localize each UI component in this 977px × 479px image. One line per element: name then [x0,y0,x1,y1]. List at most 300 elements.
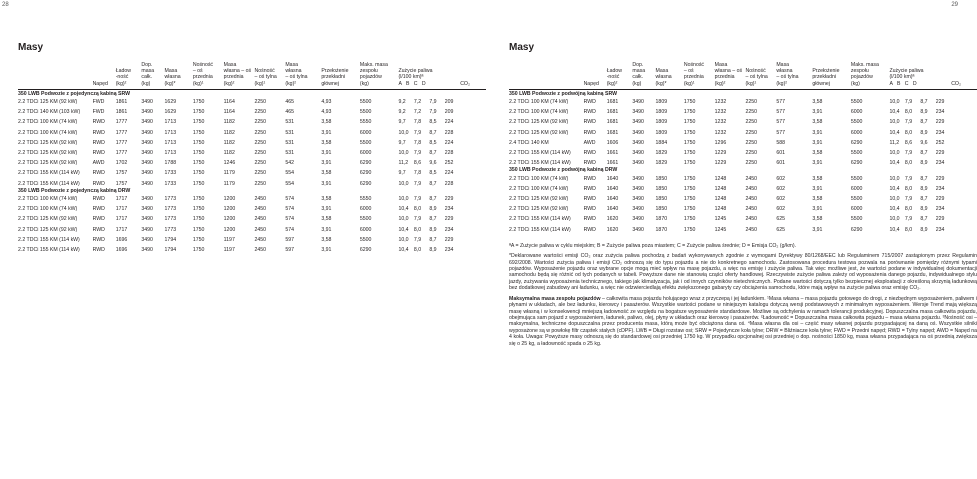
cell-D: 224 [444,139,454,146]
cell-A: 10,4 [889,109,900,116]
cell-gvm: 3490 [632,129,644,136]
cell-B: 7,8 [413,119,422,126]
cell-drive: RWD [583,109,596,116]
cell-ra_cap: 2450 [254,247,267,254]
cell-ra_kerb: 531 [285,129,295,136]
cell-D: 234 [935,206,945,213]
right-column [509,42,977,351]
cell-fa_kerb: 1179 [223,170,235,177]
cell-A: 10,0 [398,236,409,243]
cell-gcw: 5500 [850,175,863,182]
cell-drive: RWD [92,247,105,254]
cell-ratio: 3,91 [812,185,823,192]
cell-C: 8,7 [920,196,928,203]
cell-ra_cap: 2450 [254,226,267,233]
cell-payload: 1606 [606,139,619,146]
cell-A: 10,0 [889,99,900,106]
cell-payload: 1717 [115,196,128,203]
cell-kerb: 1773 [164,206,177,213]
cell-payload: 1620 [606,216,619,223]
cell-spacer [460,146,486,156]
cell-C: 8,7 [429,216,437,223]
cell-fa_cap: 1750 [192,206,205,213]
cell-payload: 1681 [606,99,619,106]
header-col-4: Nośność – oś przednia (kg)¹ [192,62,214,87]
cell-ra_kerb: 465 [285,109,295,116]
cell-B: 7,2 [413,99,422,106]
cell-ratio: 3,91 [321,129,332,136]
cell-ratio: 3,58 [321,139,332,146]
cell-gcw: 5500 [850,119,863,126]
cell-D: 224 [444,170,454,177]
cell-B: 7,9 [413,129,422,136]
cell-ra_kerb: 625 [776,216,786,223]
cell-gcw: 6290 [359,180,372,187]
cell-ra_kerb: 574 [285,226,295,233]
cell-B: 7,9 [904,150,913,157]
cell-fa_cap: 1750 [192,119,205,126]
cell-B: 8,0 [413,226,422,233]
cell-engine: 2.2 TDCi 125 KM (92 kW) [509,196,569,203]
cell-A: 10,0 [889,196,900,203]
cell-spacer [460,195,486,202]
cell-payload: 1640 [606,175,619,182]
cell-engine: 2.2 TDCi 155 KM (114 kW) [509,150,571,157]
cell-drive: RWD [92,236,105,243]
cell-ra_cap: 2450 [254,196,267,203]
left-mass-table [18,62,486,253]
right-section-title: Masy [509,42,535,53]
table-row [18,195,486,202]
header-col-0: Napęd [583,80,599,87]
cell-fa_cap: 1750 [192,139,205,146]
cell-ra_kerb: 601 [776,160,786,167]
cell-payload: 1717 [115,216,128,223]
cell-gvm: 3490 [141,216,153,223]
cell-fa_cap: 1750 [683,99,696,106]
header-col-10: Zużycie paliwa (l/100 km)ª A B C D [889,68,924,87]
cell-B: 7,9 [904,196,913,203]
cell-B: 7,9 [413,180,422,187]
cell-D: 234 [935,109,945,116]
cell-spacer [460,212,486,222]
cell-engine: 2.2 TDCi 140 KM (103 kW) [18,109,81,116]
cell-kerb: 1884 [655,139,668,146]
cell-A: 11,2 [398,160,409,167]
cell-fa_cap: 1750 [683,185,696,192]
cell-kerb: 1773 [164,226,177,233]
cell-fa_cap: 1750 [683,226,696,233]
cell-fa_kerb: 1179 [223,180,235,187]
cell-fa_cap: 1750 [192,129,205,136]
cell-spacer [460,223,486,233]
header-col-1: Ładow -ność (kg)² [115,68,131,87]
cell-A: 10,4 [889,226,900,233]
cell-payload: 1661 [606,150,619,157]
table-row [18,233,486,243]
cell-payload: 1777 [115,150,128,157]
cell-engine: 2.2 TDCi 125 KM (92 kW) [18,216,78,223]
cell-payload: 1777 [115,119,128,126]
cell-ratio: 3,91 [812,160,823,167]
table-row [18,156,486,166]
cell-A: 11,2 [889,139,900,146]
cell-D: 252 [444,160,454,167]
cell-engine: 2.2 TDCi 100 KM (74 kW) [18,196,78,203]
cell-fa_kerb: 1232 [714,119,727,126]
cell-spacer [951,175,977,182]
cell-ratio: 3,58 [812,216,823,223]
cell-drive: FWD [92,109,105,116]
cell-D: 209 [444,109,454,116]
cell-B: 8,6 [904,139,913,146]
group-label: 350 LWB Podwozie z podwójną kabiną DRW [509,167,618,174]
cell-ratio: 3,91 [812,139,823,146]
cell-fa_cap: 1750 [683,196,696,203]
cell-fa_kerb: 1229 [714,150,727,157]
table-row [18,202,486,212]
cell-drive: RWD [583,119,596,126]
cell-B: 7,8 [413,170,422,177]
cell-kerb: 1788 [164,160,177,167]
cell-kerb: 1870 [655,226,668,233]
cell-gvm: 3490 [141,247,153,254]
cell-fa_kerb: 1200 [223,196,236,203]
cell-ra_kerb: 602 [776,206,786,213]
cell-ratio: 3,58 [321,236,332,243]
cell-kerb: 1850 [655,206,668,213]
cell-ratio: 3,58 [812,175,823,182]
cell-fa_cap: 1750 [192,170,205,177]
cell-payload: 1681 [606,129,619,136]
cell-ratio: 4,93 [321,99,332,106]
cell-spacer [951,156,977,166]
cell-fa_cap: 1750 [192,226,205,233]
header-col-10: Zużycie paliwa (l/100 km)ª A B C D [398,68,433,87]
cell-C: 8,7 [920,99,928,106]
cell-C: 7,9 [429,99,437,106]
group-label: 350 LWB Podwozie z pojedynczą kabiną DRW [18,187,131,194]
cell-gvm: 3490 [632,109,644,116]
cell-gcw: 6290 [359,160,372,167]
cell-D: 229 [935,150,945,157]
cell-ratio: 3,91 [812,109,823,116]
cell-ratio: 3,91 [321,160,332,167]
cell-fa_cap: 1750 [192,236,205,243]
cell-payload: 1757 [115,180,128,187]
cell-ra_cap: 2450 [745,196,758,203]
cell-A: 10,4 [889,185,900,192]
cell-engine: 2.2 TDCi 125 KM (92 kW) [509,119,569,126]
cell-gvm: 3490 [632,119,644,126]
footnotes [509,243,977,347]
cell-A: 10,0 [398,129,409,136]
cell-payload: 1640 [606,206,619,213]
table-row [509,202,977,212]
cell-gcw: 6000 [359,226,372,233]
table-row [18,146,486,156]
cell-D: 234 [935,226,945,233]
cell-engine: 2.2 TDCi 155 KM (114 kW) [18,180,80,187]
cell-engine: 2.2 TDCi 155 KM (114 kW) [18,236,80,243]
cell-drive: RWD [92,226,105,233]
cell-spacer [951,223,977,233]
cell-C: 8,9 [920,160,928,167]
cell-kerb: 1870 [655,216,668,223]
cell-ra_kerb: 531 [285,119,295,126]
cell-fa_kerb: 1296 [714,139,727,146]
cell-gcw: 5550 [359,119,372,126]
cell-drive: RWD [92,216,105,223]
cell-kerb: 1829 [655,160,668,167]
cell-ratio: 3,91 [321,150,332,157]
cell-B: 7,9 [413,150,422,157]
cell-drive: RWD [583,216,596,223]
cell-drive: RWD [583,129,596,136]
cell-A: 10,4 [889,206,900,213]
cell-B: 7,9 [904,216,913,223]
cell-fa_cap: 1750 [683,216,696,223]
table-row [509,115,977,125]
cell-engine: 2.2 TDCi 155 KM (114 kW) [18,170,80,177]
cell-gcw: 6290 [850,139,863,146]
cell-fa_kerb: 1245 [714,216,727,223]
mass-definitions-text: – całkowita masa pojazdu holującego wraz z przyczepą i jej ładunkiem. ¹Masa własna – masa pojazdu gotowego do drogi, z niezbędnym wyposażeniem, paliwem i płynami w układach, ale bez ładunku, kierowcy i pasażerów. Wszystkie wartości podane w niniejszym katalogu dotyczą wersji podstawowych z minimalnym wyposażeniem. Wersje Trend mają większą masę własną i w konsekwencji mniejszą ładowność ze względu na bogatsze wyposażenie standardowe. Możliwe są odchylenia w ramach tolerancji produkcyjnej. Dopuszczalna masa całkowita pojazdu, obejmująca sam pojazd z wyposażeniem, ładunek, paliwo, olej, płyny w układach oraz kierowcę i pasażerów. ²Ładowność = Dopuszczalna masa całkowita pojazdu – masa własna pojazdu. ³Nośność osi – maksymalna, techniczne dopuszczalna przez producenta masa, którą może być obciążona dana oś. ⁴Masa własna dla osi – część masy własnej pojazdu przypadającej na daną oś. Wszystkie silniki wyposażone są w powłokę filtr cząstek stałych (cDPF). LWB = Długi rozstaw osi; SRW = Pojedyncze koła tylne; DRW = Bliźniacze koła tylne; FWD = Przedni napęd; RWD = Tylny napęd; AWD = Napęd na 4 koła. Uwaga: Powyższe masy odnoszą się do standardowej osi przedniej 1750 kg. W przypadku opcjonalnej osi przedniej o dop. nośności 1850 kg, masa własna przypadająca na oś przednią zwiększa się o 25 kg, a ładowność spada o 25 kg. [509,295,977,347]
cell-ratio: 3,91 [812,226,823,233]
header-col-3: Masa własna (kg)* [164,68,181,87]
cell-A: 10,0 [398,180,409,187]
cell-spacer [460,233,486,243]
cell-fa_kerb: 1200 [223,206,236,213]
cell-gvm: 3490 [141,150,153,157]
cell-gvm: 3490 [632,175,644,182]
header-col-0: Napęd [92,80,108,87]
cell-engine: 2.2 TDCi 155 KM (114 kW) [18,247,80,254]
cell-D: 229 [935,119,945,126]
cell-B: 8,0 [413,206,422,213]
cell-drive: RWD [583,160,596,167]
header-col-5: Masa własna – oś przednia (kg)² [223,62,252,87]
cell-payload: 1640 [606,185,619,192]
cell-A: 10,4 [398,247,409,254]
cell-gcw: 6000 [850,206,863,213]
cell-ra_kerb: 542 [285,160,295,167]
header-col-7: Masa własna – oś tylna (kg)² [285,62,308,87]
cell-C: 8,5 [429,119,437,126]
cell-spacer [460,126,486,136]
cell-D: 252 [935,139,945,146]
cell-spacer [951,126,977,136]
cell-ra_cap: 2250 [745,160,758,167]
cell-D: 229 [444,196,454,203]
cell-ra_cap: 2250 [745,99,758,106]
table-row [509,212,977,222]
cell-kerb: 1773 [164,216,177,223]
cell-D: 229 [935,99,945,106]
cell-spacer [951,136,977,146]
cell-payload: 1640 [606,196,619,203]
header-col-9: Maks. masa zespołu pojazdów (kg) [850,62,879,87]
cell-B: 8,0 [904,109,913,116]
cell-fa_cap: 1750 [683,206,696,213]
cell-fa_kerb: 1248 [714,196,727,203]
cell-fa_cap: 1750 [683,109,696,116]
cell-fa_kerb: 1200 [223,226,236,233]
table-row [18,98,486,105]
cell-ratio: 3,91 [321,206,332,213]
cell-ra_cap: 2250 [254,119,267,126]
cell-drive: RWD [583,185,596,192]
cell-fa_kerb: 1182 [223,139,235,146]
cell-B: 7,9 [413,196,422,203]
cell-C: 8,9 [920,226,928,233]
cell-engine: 2.2 TDCi 125 KM (92 kW) [18,99,78,106]
header-col-9: Maks. masa zespołu pojazdów (kg) [359,62,388,87]
cell-kerb: 1850 [655,196,668,203]
left-section-title: Masy [18,42,44,53]
cell-engine: 2.2 TDCi 125 KM (92 kW) [18,226,78,233]
cell-kerb: 1629 [164,109,177,116]
cell-payload: 1777 [115,139,128,146]
cell-ra_cap: 2250 [254,109,267,116]
cell-fa_cap: 1750 [192,150,205,157]
cell-B: 8,0 [904,226,913,233]
cell-C: 8,9 [429,226,437,233]
cell-C: 8,7 [920,175,928,182]
cell-A: 10,0 [889,150,900,157]
cell-payload: 1717 [115,206,128,213]
cell-fa_cap: 1750 [192,160,205,167]
cell-ratio: 3,91 [812,206,823,213]
table-row [18,105,486,115]
cell-engine: 2.2 TDCi 100 KM (74 kW) [509,99,569,106]
cell-ra_kerb: 588 [776,139,786,146]
table-row [509,146,977,156]
cell-drive: AWD [583,139,596,146]
cell-ra_kerb: 465 [285,99,295,106]
header-col-8: Przełożenie przekładni głównej [321,68,349,87]
cell-D: 234 [935,129,945,136]
table-row [18,115,486,125]
table-row [509,223,977,233]
cell-engine: 2.2 TDCi 100 KM (74 kW) [18,206,78,213]
table-row [509,105,977,115]
cell-ratio: 3,58 [321,170,332,177]
cell-payload: 1861 [115,109,128,116]
mass-definitions-note [509,296,977,347]
cell-A: 10,0 [889,119,900,126]
cell-fa_kerb: 1232 [714,99,727,106]
cell-kerb: 1809 [655,99,668,106]
cell-ra_cap: 2250 [745,139,758,146]
cell-drive: RWD [583,226,596,233]
cell-gcw: 6290 [359,170,372,177]
table-row [509,182,977,192]
cell-engine: 2.2 TDCi 100 KM (74 kW) [509,185,569,192]
cell-C: 9,6 [429,160,437,167]
legend-note: ªA = Zużycie paliwa w cyklu miejskim; B = Zużycie paliwa poza miastem; C = Zużycie paliwa średnie; D = Emisja CO₂ (g/km). [509,242,797,249]
cell-ra_cap: 2250 [745,109,758,116]
cell-fa_cap: 1750 [192,196,205,203]
cell-C: 8,7 [920,216,928,223]
cell-gcw: 5500 [850,196,863,203]
cell-payload: 1757 [115,170,128,177]
cell-B: 8,6 [413,160,422,167]
cell-gvm: 3490 [141,160,153,167]
cell-drive: RWD [583,206,596,213]
cell-spacer [460,115,486,125]
cell-drive: FWD [92,99,105,106]
cell-gvm: 3490 [141,180,153,187]
cell-fa_kerb: 1246 [223,160,236,167]
cell-A: 9,2 [398,99,406,106]
cell-D: 234 [935,185,945,192]
cell-kerb: 1850 [655,175,668,182]
cell-fa_kerb: 1245 [714,226,727,233]
cell-A: 10,4 [889,129,900,136]
cell-gcw: 6000 [850,185,863,192]
cell-spacer [951,105,977,115]
header-engine [509,62,584,89]
cell-fa_kerb: 1200 [223,216,236,223]
table-row [18,212,486,222]
cell-drive: RWD [92,119,105,126]
cell-D: 224 [444,119,454,126]
cell-ra_cap: 2250 [254,129,267,136]
cell-fa_cap: 1750 [192,247,205,254]
cell-fa_cap: 1750 [683,175,696,182]
cell-C: 8,9 [920,206,928,213]
cell-D: 228 [444,150,454,157]
header-col-4: Nośność – oś przednia (kg)¹ [683,62,705,87]
cell-gcw: 5500 [359,236,372,243]
cell-ratio: 3,58 [812,150,823,157]
cell-C: 9,6 [920,139,928,146]
cell-ra_kerb: 597 [285,236,295,243]
cell-spacer [951,115,977,125]
right-mass-table [509,62,977,233]
cell-gcw: 6000 [359,129,372,136]
cell-engine: 2.2 TDCi 125 KM (92 kW) [509,206,569,213]
cell-payload: 1696 [115,236,128,243]
cell-ra_kerb: 602 [776,175,786,182]
cell-payload: 1696 [115,247,128,254]
group-label: 350 LWB Podwozie z podwójną kabiną SRW [509,90,617,97]
header-col-5: Masa własna – oś przednia (kg)² [714,62,743,87]
cell-D: 234 [444,206,454,213]
cell-ra_cap: 2450 [745,185,758,192]
cell-kerb: 1733 [164,180,177,187]
cell-ra_cap: 2250 [745,119,758,126]
cell-D: 234 [935,160,945,167]
cell-fa_cap: 1750 [683,160,696,167]
cell-D: 229 [935,196,945,203]
cell-ra_kerb: 601 [776,150,786,157]
cell-A: 9,7 [398,170,406,177]
cell-gcw: 5500 [359,99,372,106]
cell-B: 7,9 [904,119,913,126]
cell-ra_cap: 2450 [745,206,758,213]
cell-gvm: 3490 [141,226,153,233]
cell-gvm: 3490 [632,216,644,223]
cell-kerb: 1713 [164,129,177,136]
cell-gcw: 5500 [850,99,863,106]
cell-ratio: 3,91 [321,247,332,254]
cell-kerb: 1713 [164,119,177,126]
cell-gcw: 6000 [850,109,863,116]
cell-ra_kerb: 602 [776,185,786,192]
table-row [509,156,977,166]
